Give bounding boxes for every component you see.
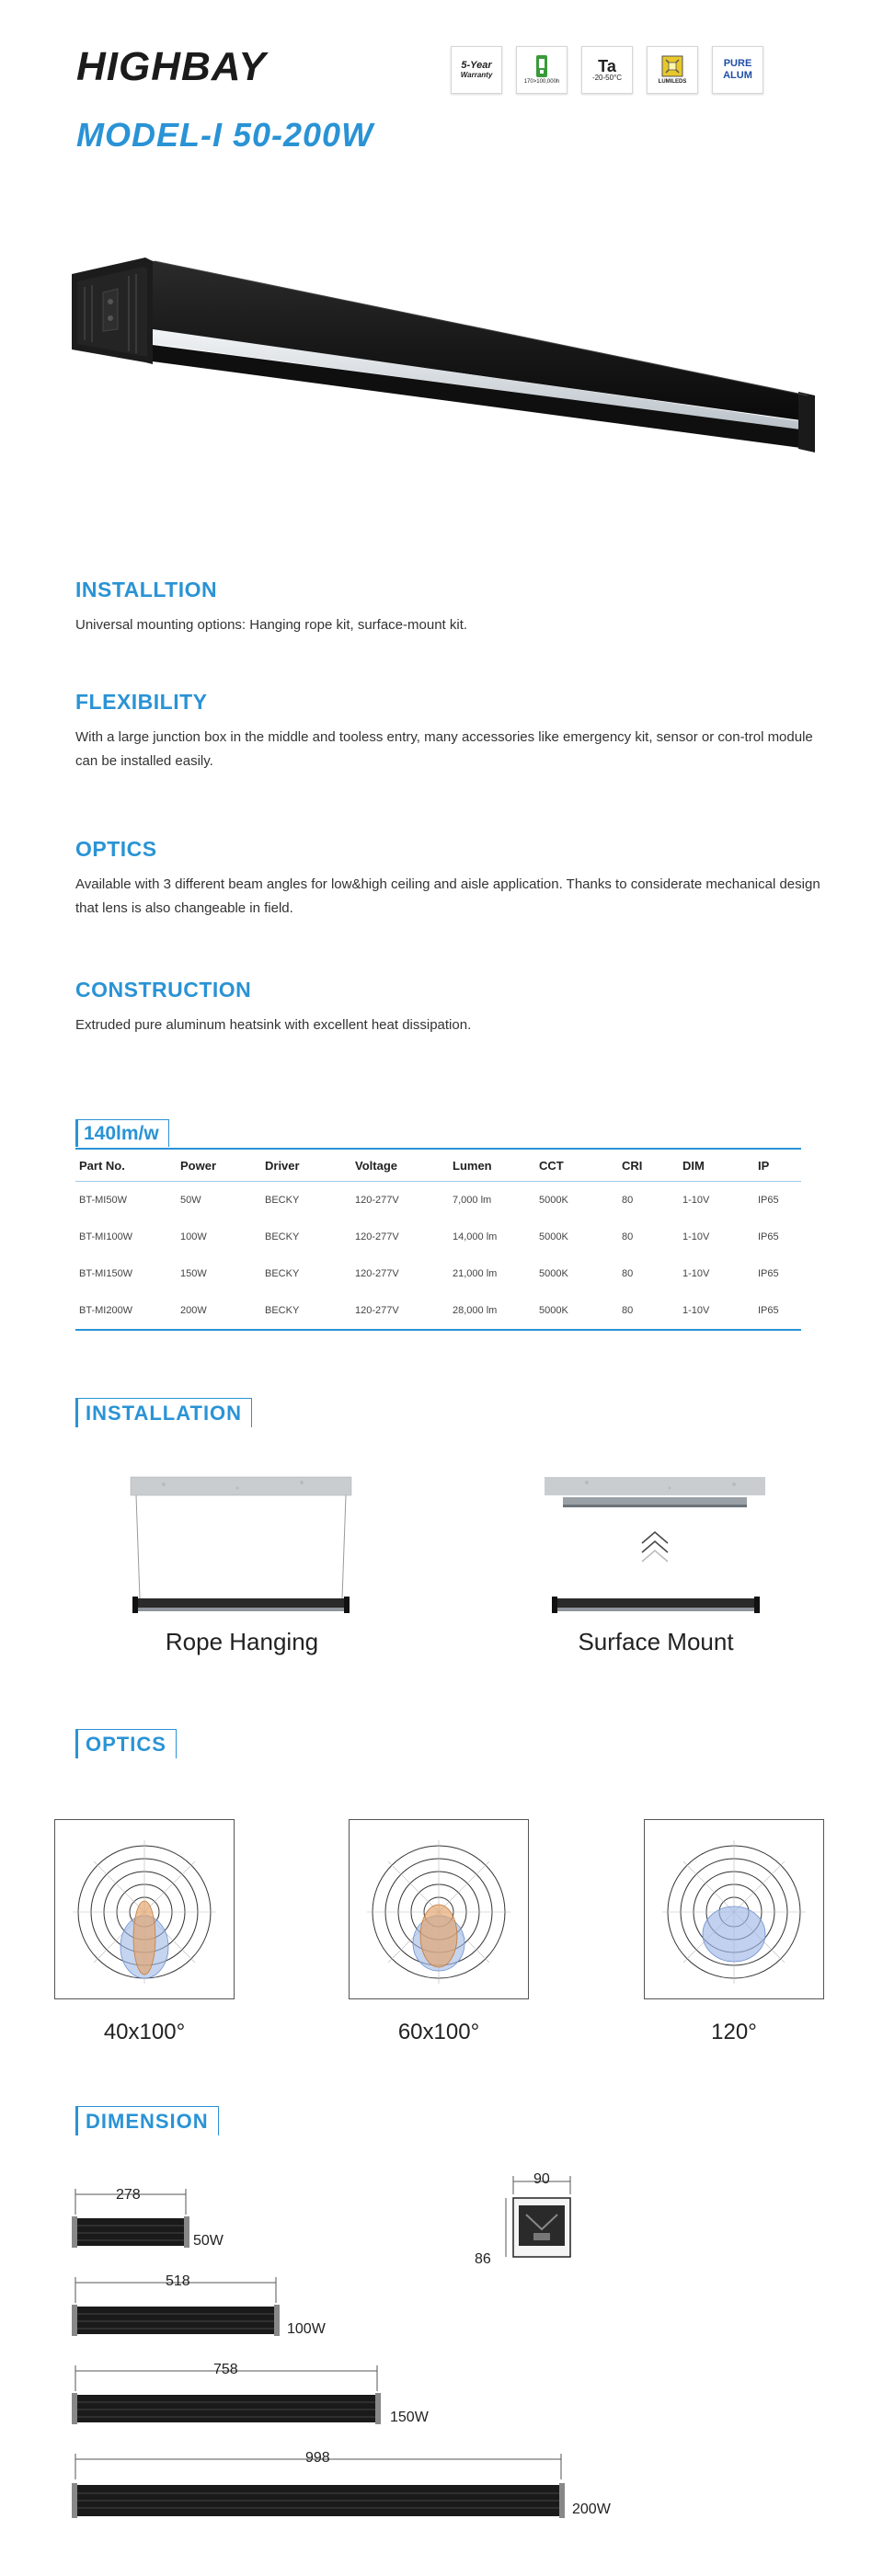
lm80-icon bbox=[535, 54, 548, 78]
cell-ip: IP65 bbox=[758, 1231, 779, 1242]
cell-power: 200W bbox=[177, 1292, 261, 1330]
cell-cri: 80 bbox=[622, 1195, 634, 1206]
power-200w: 200W bbox=[572, 2502, 611, 2517]
cell-part: BT-MI50W bbox=[79, 1195, 127, 1206]
cell-voltage: 120-277V bbox=[355, 1268, 399, 1279]
alum-line1: PURE bbox=[723, 58, 752, 69]
cell-driver: BECKY bbox=[265, 1231, 300, 1242]
lm80-badge bbox=[516, 46, 568, 94]
cell-cri: 80 bbox=[618, 1292, 679, 1330]
length-100w: 518 bbox=[166, 2273, 190, 2289]
cell-voltage: 120-277V bbox=[351, 1292, 449, 1330]
cell-power: 150W bbox=[180, 1268, 207, 1279]
table-row bbox=[75, 1219, 801, 1255]
optics-tag: OPTICS bbox=[75, 1729, 177, 1758]
cell-voltage: 120-277V bbox=[355, 1195, 399, 1206]
installation-text: Universal mounting options: Hanging rope kit, surface-mount kit. bbox=[75, 617, 468, 633]
col-cri: CRI bbox=[618, 1149, 679, 1182]
cell-dim: 1-10V bbox=[682, 1231, 710, 1242]
spec-header-row bbox=[75, 1149, 801, 1182]
polar-diagram-icon bbox=[350, 1820, 528, 1998]
cell-ip: IP65 bbox=[758, 1268, 779, 1279]
cell-dim: 1-10V bbox=[682, 1268, 710, 1279]
optic-caption-2: 60x100° bbox=[397, 2020, 480, 2044]
ta-range: -20-50°C bbox=[591, 74, 623, 82]
cell-ip: IP65 bbox=[758, 1195, 779, 1206]
lumileds-badge bbox=[647, 46, 698, 94]
lumileds-label: LUMILEDS bbox=[658, 79, 687, 85]
col-power: Power bbox=[177, 1149, 261, 1182]
polar-chart-40x100 bbox=[54, 1819, 235, 1999]
flexibility-text: With a large junction box in the middle and tooless entry, many accessories like emergency kit, sensor or con-trol module can be installed easily. bbox=[75, 729, 813, 769]
ta-badge bbox=[581, 46, 633, 94]
cell-cri: 80 bbox=[622, 1231, 634, 1242]
warranty-label: Warranty bbox=[460, 71, 493, 79]
highbay-product-image bbox=[72, 241, 817, 471]
rope-hanging-illustration bbox=[127, 1470, 357, 1626]
length-50w: 278 bbox=[116, 2187, 141, 2203]
cell-lumen: 28,000 lm bbox=[449, 1292, 535, 1330]
col-ip: IP bbox=[754, 1149, 801, 1182]
optic-caption-3: 120° bbox=[711, 2020, 757, 2044]
col-part-no: Part No. bbox=[75, 1149, 177, 1182]
cell-lumen: 7,000 lm bbox=[453, 1195, 492, 1206]
warranty-years: 5-Year bbox=[461, 60, 492, 71]
power-100w: 100W bbox=[287, 2321, 326, 2337]
construction-heading: CONSTRUCTION bbox=[75, 978, 252, 1002]
surface-mount-illustration bbox=[541, 1470, 771, 1626]
length-150w: 758 bbox=[213, 2362, 238, 2377]
optics-heading: OPTICS bbox=[75, 837, 157, 861]
installation-heading: INSTALLTION bbox=[75, 578, 218, 601]
ta-symbol: Ta bbox=[598, 57, 616, 75]
model-subtitle: MODEL-I 50-200W bbox=[76, 116, 374, 154]
cell-lumen: 21,000 lm bbox=[453, 1268, 498, 1279]
polar-diagram-icon bbox=[645, 1820, 823, 1998]
table-row bbox=[75, 1292, 801, 1330]
length-200w: 998 bbox=[305, 2450, 330, 2466]
cell-cct: 5000K bbox=[539, 1268, 568, 1279]
table-row bbox=[75, 1182, 801, 1219]
optics-text: Available with 3 different beam angles for low&high ceiling and aisle application. Thanks to considerate mechanical design that lens is also changeable in field. bbox=[75, 876, 820, 916]
cell-ip: IP65 bbox=[754, 1292, 801, 1330]
cell-driver: BECKY bbox=[261, 1292, 351, 1330]
page-title: HIGHBAY bbox=[76, 44, 267, 89]
table-row bbox=[75, 1255, 801, 1292]
lm80-text: 170>100,000h bbox=[523, 79, 560, 85]
lumileds-chip-icon bbox=[660, 54, 684, 78]
cell-lumen: 14,000 lm bbox=[453, 1231, 498, 1242]
cell-dim: 1-10V bbox=[679, 1292, 754, 1330]
flexibility-heading: FLEXIBILITY bbox=[75, 690, 208, 714]
installation-tag: INSTALLATION bbox=[75, 1398, 252, 1427]
cell-driver: BECKY bbox=[265, 1268, 300, 1279]
construction-text: Extruded pure aluminum heatsink with excellent heat dissipation. bbox=[75, 1017, 472, 1033]
end-width: 90 bbox=[533, 2171, 550, 2187]
cell-power: 100W bbox=[180, 1231, 207, 1242]
polar-diagram-icon bbox=[55, 1820, 234, 1998]
certification-badges bbox=[451, 46, 763, 94]
cell-cri: 80 bbox=[622, 1268, 634, 1279]
cell-part: BT-MI100W bbox=[79, 1231, 133, 1242]
rope-hanging-caption: Rope Hanging bbox=[165, 1628, 319, 1655]
cell-cct: 5000K bbox=[539, 1195, 568, 1206]
warranty-badge bbox=[451, 46, 502, 94]
alum-badge bbox=[712, 46, 763, 94]
alum-line2: ALUM bbox=[723, 70, 752, 81]
cell-voltage: 120-277V bbox=[355, 1231, 399, 1242]
polar-chart-60x100 bbox=[349, 1819, 529, 1999]
col-cct: CCT bbox=[535, 1149, 618, 1182]
cell-dim: 1-10V bbox=[682, 1195, 710, 1206]
power-50w: 50W bbox=[193, 2233, 224, 2249]
optic-caption-1: 40x100° bbox=[103, 2020, 186, 2044]
cell-cct: 5000K bbox=[539, 1231, 568, 1242]
dimension-tag: DIMENSION bbox=[75, 2106, 219, 2135]
surface-mount-caption: Surface Mount bbox=[578, 1628, 734, 1655]
col-lumen: Lumen bbox=[449, 1149, 535, 1182]
power-150w: 150W bbox=[390, 2410, 429, 2425]
col-driver: Driver bbox=[261, 1149, 351, 1182]
end-height: 86 bbox=[475, 2251, 491, 2267]
cell-power: 50W bbox=[180, 1195, 201, 1206]
cell-cct: 5000K bbox=[535, 1292, 618, 1330]
col-voltage: Voltage bbox=[351, 1149, 449, 1182]
efficacy-tag: 140lm/w bbox=[75, 1119, 169, 1147]
cell-driver: BECKY bbox=[265, 1195, 300, 1206]
polar-chart-120 bbox=[644, 1819, 824, 1999]
spec-table bbox=[75, 1148, 801, 1331]
cell-part: BT-MI200W bbox=[75, 1292, 177, 1330]
cell-part: BT-MI150W bbox=[79, 1268, 133, 1279]
col-dim: DIM bbox=[679, 1149, 754, 1182]
end-view-drawing bbox=[497, 2174, 579, 2266]
